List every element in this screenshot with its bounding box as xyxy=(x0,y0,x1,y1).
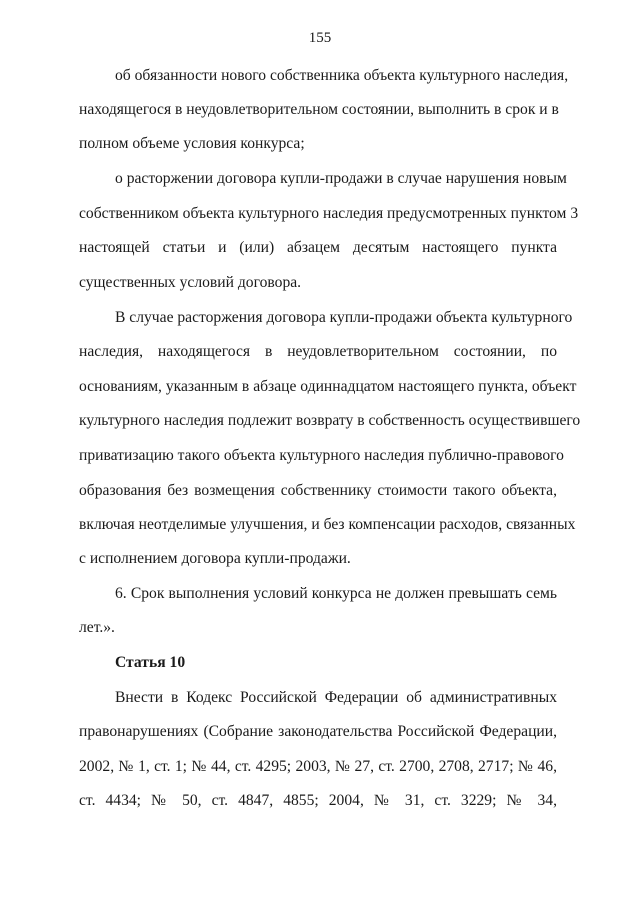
text-line: приватизацию такого объекта культурного наследия публично-правового xyxy=(79,447,564,464)
text-line: с исполнением договора купли-продажи. xyxy=(79,550,351,567)
text-line: наследия, находящегося в неудовлетворительном состоянии, по xyxy=(79,343,557,360)
text-line: существенных условий договора. xyxy=(79,274,302,291)
text-line: правонарушениях (Собрание законодательства Российской Федерации, xyxy=(79,723,557,740)
text-line: собственником объекта культурного наследия предусмотренных пунктом 3 xyxy=(79,205,579,222)
text-line: о расторжении договора купли-продажи в случае нарушения новым xyxy=(115,170,567,187)
text-line: Внести в Кодекс Российской Федерации об административных xyxy=(115,689,557,706)
text-line: образования без возмещения собственнику стоимости такого объекта, xyxy=(79,482,557,499)
text-line: настоящей статьи и (или) абзацем десятым настоящего пункта xyxy=(79,239,557,256)
text-line: лет.». xyxy=(79,619,115,636)
text-line: 2002, № 1, ст. 1; № 44, ст. 4295; 2003, № 27, ст. 2700, 2708, 2717; № 46, xyxy=(79,758,557,775)
text-line: культурного наследия подлежит возврату в собственность осуществившего xyxy=(79,412,581,429)
text-line: включая неотделимые улучшения, и без компенсации расходов, связанных xyxy=(79,516,576,533)
text-line: В случае расторжения договора купли-продажи объекта культурного xyxy=(115,309,573,326)
page-number: 155 xyxy=(308,30,332,46)
text-line: ст. 4434; № 50, ст. 4847, 4855; 2004, № 31, ст. 3229; № 34, xyxy=(79,792,557,809)
text-line: полном объеме условия конкурса; xyxy=(79,135,305,152)
text-line: об обязанности нового собственника объекта культурного наследия, xyxy=(115,67,569,84)
text-line: 6. Срок выполнения условий конкурса не должен превышать семь xyxy=(115,585,557,602)
text-line: основаниям, указанным в абзаце одиннадцатом настоящего пункта, объект xyxy=(79,378,577,395)
text-line: находящегося в неудовлетворительном состоянии, выполнить в срок и в xyxy=(79,101,559,118)
article-heading: Статья 10 xyxy=(115,654,186,671)
